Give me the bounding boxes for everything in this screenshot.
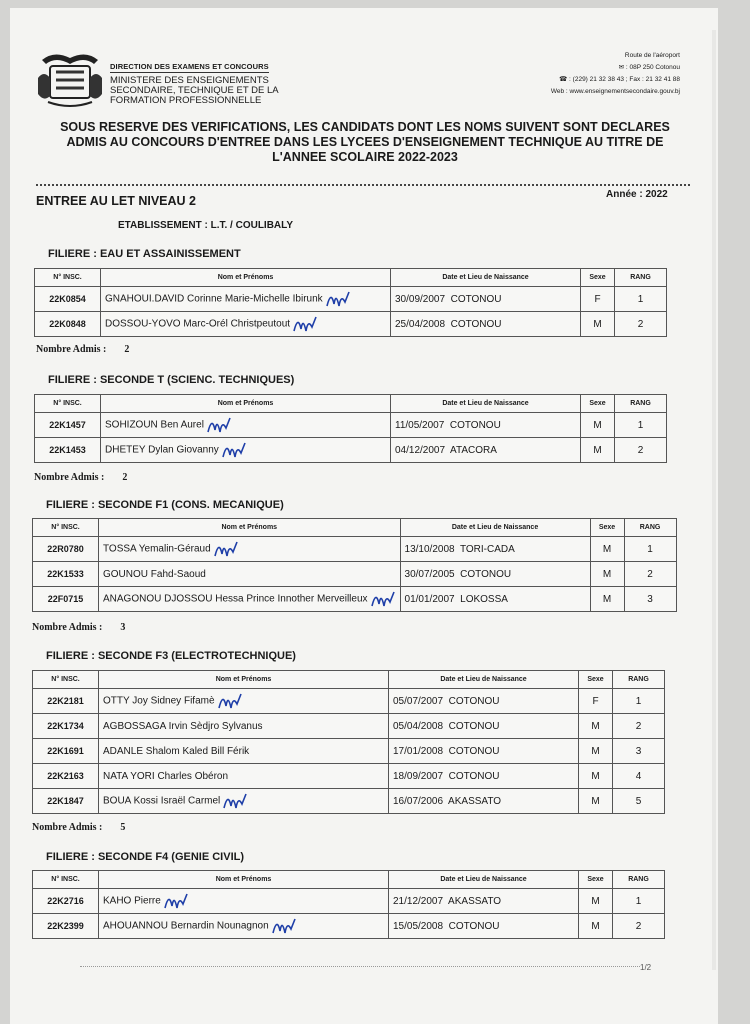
admissions-table (34, 394, 667, 463)
filiere-heading: FILIERE : SECONDE T (SCIENC. TECHNIQUES) (48, 374, 295, 386)
table-row (33, 764, 665, 789)
cell-insc: 22K2399 (33, 914, 99, 939)
cell-nom: AHOUANNOU Bernardin Nounagnon (99, 914, 389, 939)
cell-insc: 22K2716 (33, 889, 99, 914)
cell-nom: SOHIZOUN Ben Aurel (101, 413, 391, 438)
admitted-count: Nombre Admis : 3 (32, 622, 126, 633)
page-edge (712, 30, 716, 970)
cell-nom: KAHO Pierre (99, 889, 389, 914)
cell-date: 05/04/2008 COTONOU (389, 714, 579, 739)
cell-sexe: M (590, 562, 624, 587)
col-sexe-header: Sexe (579, 671, 613, 689)
cell-nom: GOUNOU Fahd-Saoud (99, 562, 401, 587)
table-row (35, 312, 667, 337)
cell-rang: 2 (624, 562, 676, 587)
table-row (33, 739, 665, 764)
cell-sexe: M (579, 789, 613, 814)
table-row (33, 537, 677, 562)
table-row (33, 889, 665, 914)
cell-nom: ANAGONOU DJOSSOU Hessa Prince Innother Merveilleux (99, 587, 401, 612)
filiere-heading: FILIERE : SECONDE F4 (GENIE CIVIL) (46, 851, 245, 863)
signature-mark (217, 690, 243, 712)
coat-of-arms-logo (34, 48, 106, 110)
table-row (33, 587, 677, 612)
col-insc-header: N° INSC. (33, 519, 99, 537)
cell-nom: DOSSOU-YOVO Marc-Orél Christpeutout (101, 312, 391, 337)
cell-sexe: F (581, 287, 615, 312)
col-insc-header: N° INSC. (33, 871, 99, 889)
table-row (35, 287, 667, 312)
cell-sexe: M (581, 413, 615, 438)
cell-rang: 4 (613, 764, 665, 789)
cell-date: 11/05/2007 COTONOU (391, 413, 581, 438)
col-sexe-header: Sexe (581, 269, 615, 287)
page-number: 1/2 (640, 963, 652, 972)
filiere-heading: FILIERE : SECONDE F1 (CONS. MECANIQUE) (46, 499, 284, 511)
signature-mark (206, 414, 232, 436)
col-date-header: Date et Lieu de Naissance (391, 395, 581, 413)
admissions-table (32, 518, 677, 612)
col-rang-header: RANG (624, 519, 676, 537)
col-nom-header: Nom et Prénoms (99, 519, 401, 537)
cell-sexe: M (579, 914, 613, 939)
cell-date: 05/07/2007 COTONOU (389, 689, 579, 714)
cell-insc: 22K1453 (35, 438, 101, 463)
cell-nom: NATA YORI Charles Obéron (99, 764, 389, 789)
cell-rang: 2 (615, 438, 667, 463)
table-header-row (35, 395, 667, 413)
admissions-table (32, 670, 665, 814)
cell-rang: 1 (615, 287, 667, 312)
cell-insc: 22K1691 (33, 739, 99, 764)
year: Année : 2022 (606, 189, 668, 200)
cell-insc: 22K0854 (35, 287, 101, 312)
cell-nom: OTTY Joy Sidney Fifamè (99, 689, 389, 714)
table-row (33, 714, 665, 739)
table-header-row (35, 269, 667, 287)
admitted-count: Nombre Admis : 5 (32, 822, 126, 833)
cell-rang: 2 (613, 714, 665, 739)
table-row (33, 789, 665, 814)
signature-mark (271, 915, 297, 937)
table-header-row (33, 519, 677, 537)
table-row (33, 562, 677, 587)
col-insc-header: N° INSC. (33, 671, 99, 689)
cell-date: 04/12/2007 ATACORA (391, 438, 581, 463)
cell-rang: 1 (624, 537, 676, 562)
cell-insc: 22K1533 (33, 562, 99, 587)
admitted-count: Nombre Admis : 2 (36, 344, 130, 355)
cell-sexe: M (590, 587, 624, 612)
cell-rang: 5 (613, 789, 665, 814)
cell-insc: 22K1457 (35, 413, 101, 438)
cell-date: 13/10/2008 TORI-CADA (400, 537, 590, 562)
document-title: SOUS RESERVE DES VERIFICATIONS, LES CANDIDATS DONT LES NOMS SUIVENT SONT DECLARES ADMIS AU CONCOURS D'ENTREE DANS LES LYCEES D'ENSEIGNEMENT TECHNIQUE AU TITRE DE L'ANNEE SCOLAIRE 2022-2023 (60, 120, 670, 164)
col-sexe-header: Sexe (590, 519, 624, 537)
cell-sexe: M (590, 537, 624, 562)
col-nom-header: Nom et Prénoms (99, 871, 389, 889)
cell-nom: TOSSA Yemalin-Géraud (99, 537, 401, 562)
cell-rang: 3 (613, 739, 665, 764)
signature-mark (325, 288, 351, 310)
table-header-row (33, 871, 665, 889)
admitted-count: Nombre Admis : 2 (34, 472, 128, 483)
col-nom-header: Nom et Prénoms (101, 395, 391, 413)
signature-mark (213, 538, 239, 560)
cell-insc: 22F0715 (33, 587, 99, 612)
address: Route de l'aéroport (624, 52, 680, 59)
ministry-name: MINISTERE DES ENSEIGNEMENTS SECONDAIRE, TECHNIQUE ET DE LA FORMATION PROFESSIONNELLE (110, 75, 279, 106)
cell-nom: BOUA Kossi Israël Carmel (99, 789, 389, 814)
signature-mark (221, 439, 247, 461)
cell-sexe: M (579, 764, 613, 789)
table-row (33, 914, 665, 939)
footer-line (80, 966, 640, 967)
cell-sexe: M (579, 889, 613, 914)
cell-nom: AGBOSSAGA Irvin Sèdjro Sylvanus (99, 714, 389, 739)
website: Web : www.enseignementsecondaire.gouv.bj (550, 88, 680, 95)
col-sexe-header: Sexe (581, 395, 615, 413)
col-date-header: Date et Lieu de Naissance (389, 671, 579, 689)
col-insc-header: N° INSC. (35, 395, 101, 413)
col-nom-header: Nom et Prénoms (101, 269, 391, 287)
po-box: ✉ : 08P 250 Cotonou (618, 64, 680, 71)
cell-nom: GNAHOUI.DAVID Corinne Marie-Michelle Ibirunk (101, 287, 391, 312)
cell-insc: 22K1734 (33, 714, 99, 739)
dotted-divider (36, 184, 690, 186)
admissions-table (32, 870, 665, 939)
cell-sexe: M (579, 739, 613, 764)
cell-sexe: F (579, 689, 613, 714)
table-row (35, 438, 667, 463)
cell-date: 15/05/2008 COTONOU (389, 914, 579, 939)
signature-mark (370, 588, 396, 610)
signature-mark (292, 313, 318, 335)
cell-rang: 2 (613, 914, 665, 939)
cell-date: 16/07/2006 AKASSATO (389, 789, 579, 814)
cell-insc: 22K2163 (33, 764, 99, 789)
cell-rang: 1 (615, 413, 667, 438)
table-row (33, 689, 665, 714)
col-insc-header: N° INSC. (35, 269, 101, 287)
col-rang-header: RANG (615, 395, 667, 413)
cell-date: 30/09/2007 COTONOU (391, 287, 581, 312)
cell-sexe: M (581, 312, 615, 337)
cell-insc: 22K2181 (33, 689, 99, 714)
cell-date: 30/07/2005 COTONOU (400, 562, 590, 587)
cell-insc: 22K0848 (35, 312, 101, 337)
admissions-table (34, 268, 667, 337)
table-row (35, 413, 667, 438)
col-date-header: Date et Lieu de Naissance (391, 269, 581, 287)
cell-sexe: M (579, 714, 613, 739)
signature-mark (222, 790, 248, 812)
direction-name: DIRECTION DES EXAMENS ET CONCOURS (110, 62, 269, 71)
cell-sexe: M (581, 438, 615, 463)
entry-level: ENTREE AU LET NIVEAU 2 (36, 194, 196, 208)
cell-rang: 2 (615, 312, 667, 337)
cell-insc: 22R0780 (33, 537, 99, 562)
header-contact (470, 50, 680, 98)
cell-nom: ADANLE Shalom Kaled Bill Férik (99, 739, 389, 764)
filiere-heading: FILIERE : SECONDE F3 (ELECTROTECHNIQUE) (46, 650, 296, 662)
cell-nom: DHETEY Dylan Giovanny (101, 438, 391, 463)
phone: ☎ : (229) 21 32 38 43 ; Fax : 21 32 41 88 (559, 76, 680, 83)
table-header-row (33, 671, 665, 689)
cell-rang: 1 (613, 889, 665, 914)
cell-insc: 22K1847 (33, 789, 99, 814)
col-nom-header: Nom et Prénoms (99, 671, 389, 689)
filiere-heading: FILIERE : EAU ET ASSAINISSEMENT (48, 248, 241, 260)
col-date-header: Date et Lieu de Naissance (389, 871, 579, 889)
col-date-header: Date et Lieu de Naissance (400, 519, 590, 537)
cell-date: 18/09/2007 COTONOU (389, 764, 579, 789)
org-block (110, 56, 330, 106)
cell-date: 25/04/2008 COTONOU (391, 312, 581, 337)
col-rang-header: RANG (613, 671, 665, 689)
col-rang-header: RANG (613, 871, 665, 889)
signature-mark (163, 890, 189, 912)
cell-date: 01/01/2007 LOKOSSA (400, 587, 590, 612)
cell-date: 17/01/2008 COTONOU (389, 739, 579, 764)
cell-date: 21/12/2007 AKASSATO (389, 889, 579, 914)
establishment: ETABLISSEMENT : L.T. / COULIBALY (118, 220, 294, 231)
col-sexe-header: Sexe (579, 871, 613, 889)
col-rang-header: RANG (615, 269, 667, 287)
cell-rang: 3 (624, 587, 676, 612)
cell-rang: 1 (613, 689, 665, 714)
